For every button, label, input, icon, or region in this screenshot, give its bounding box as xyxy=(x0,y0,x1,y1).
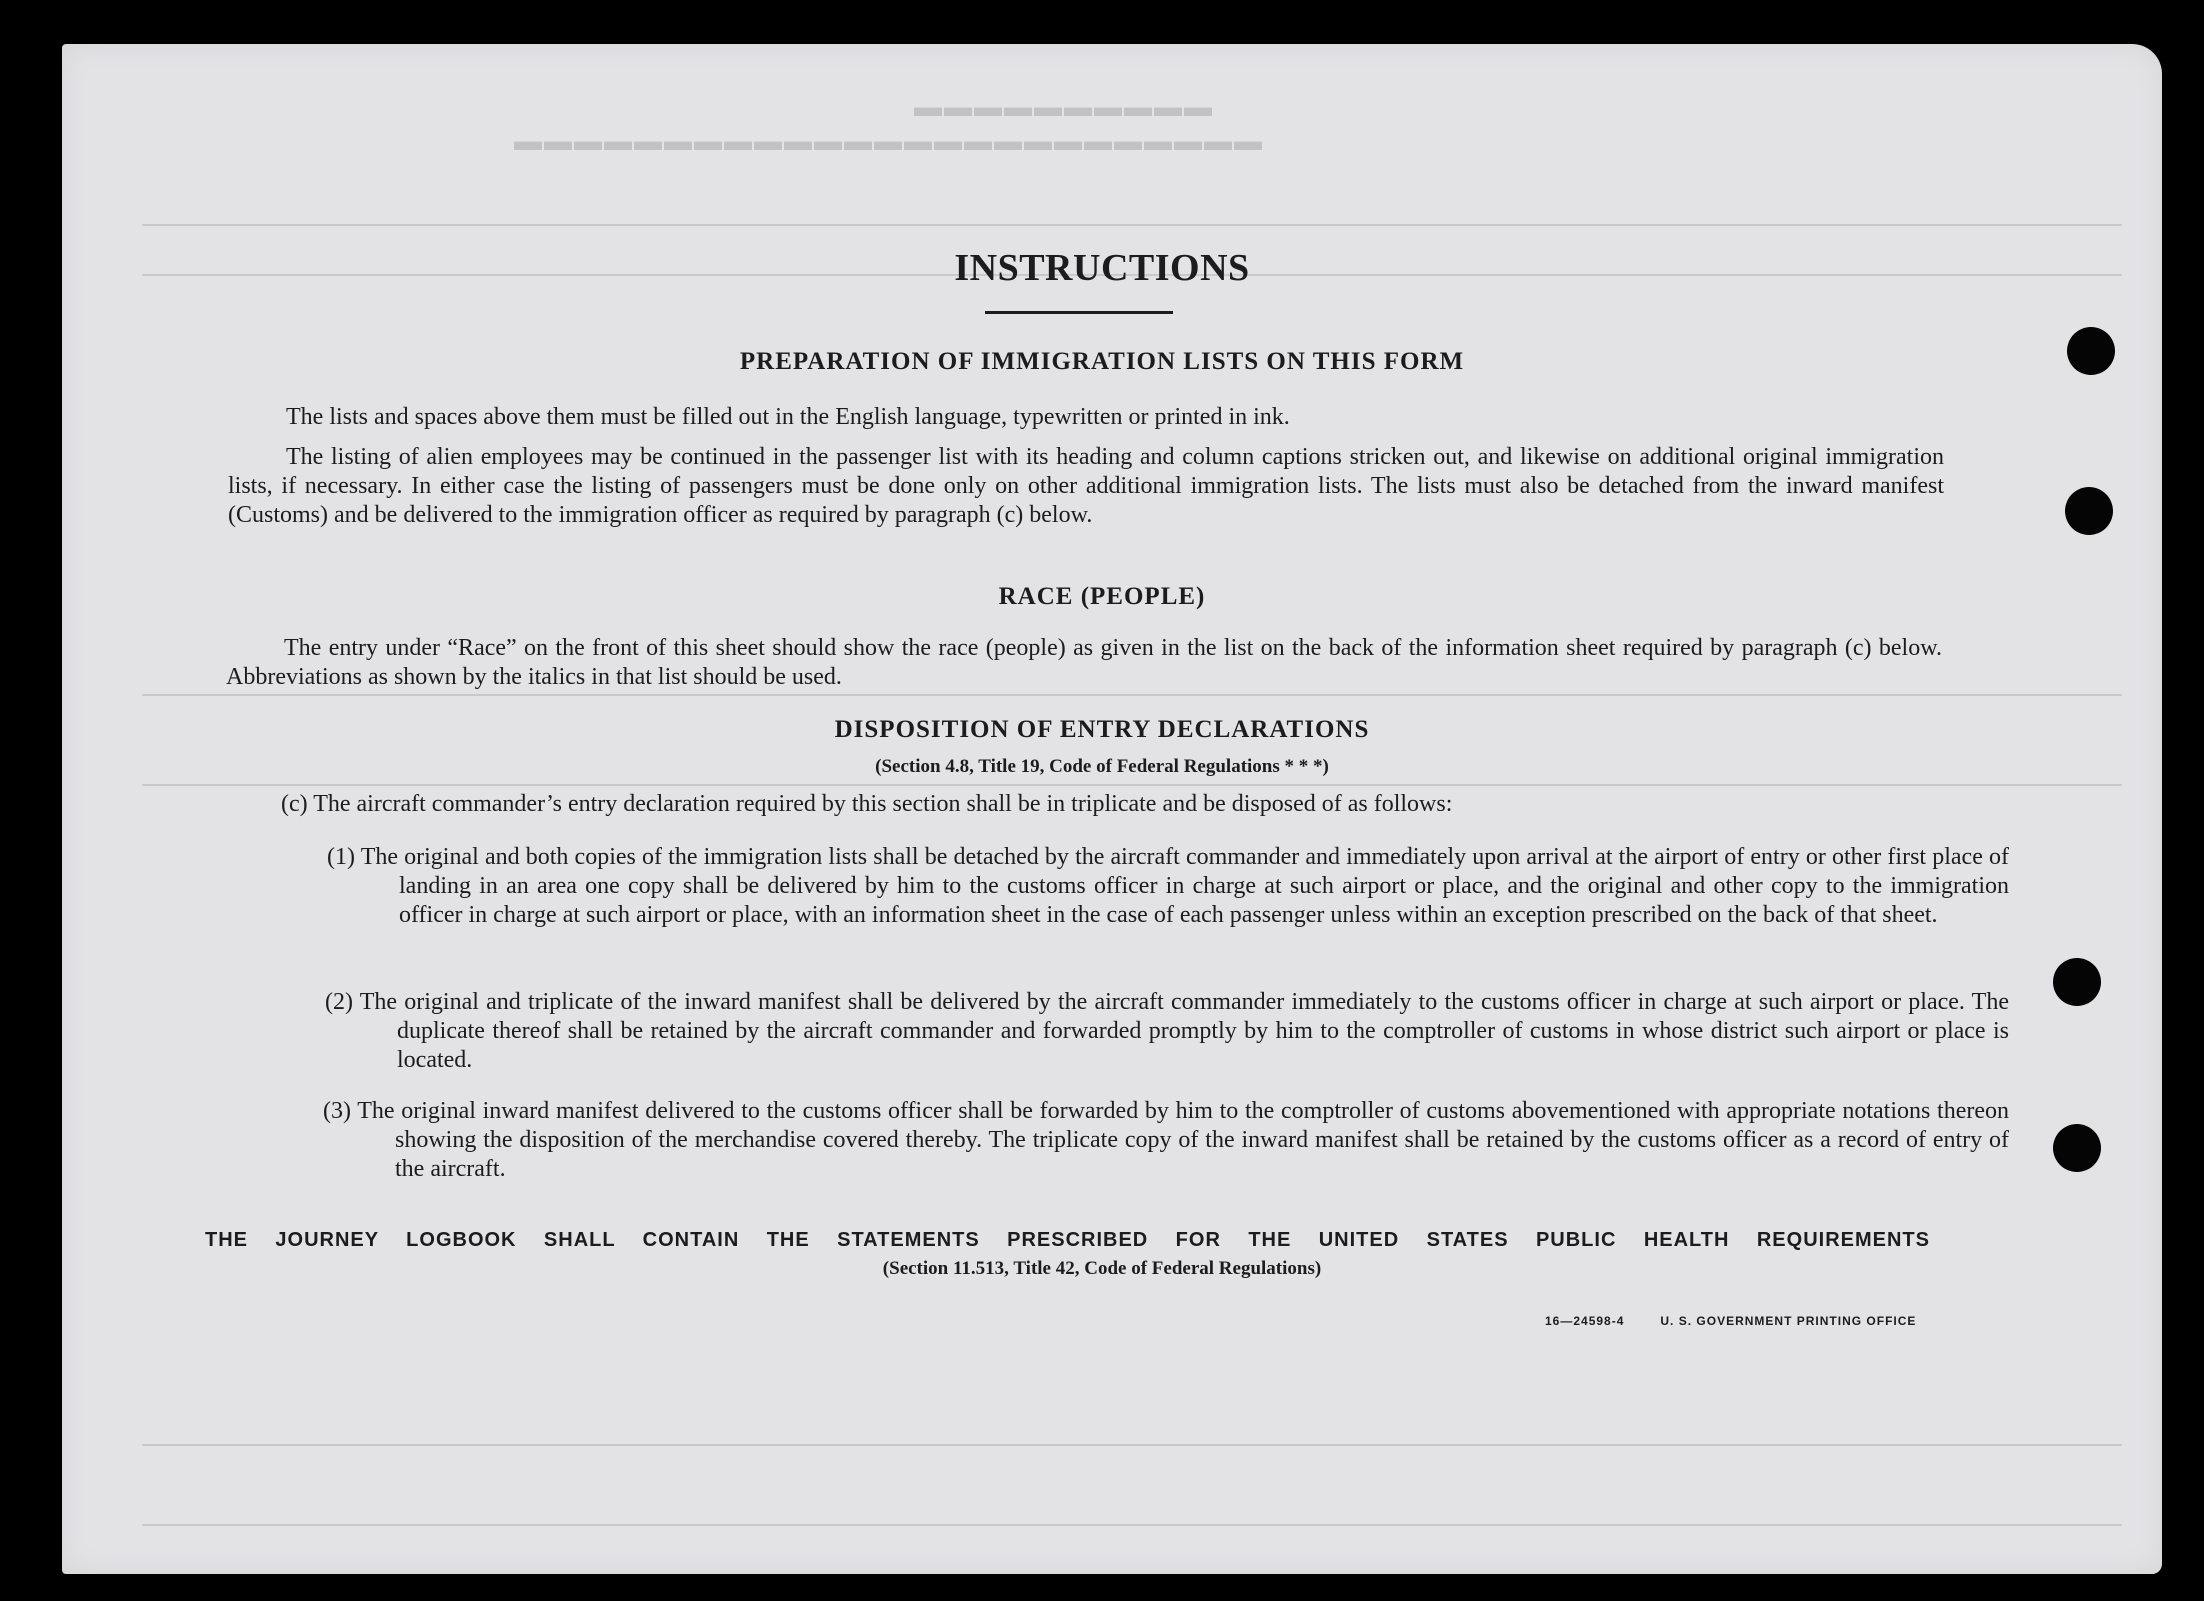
health-statement: THE JOURNEY LOGBOOK SHALL CONTAIN THE STATEMENTS PRESCRIBED FOR THE UNITED STATES PUBLIC HEALTH REQUIREMENTS xyxy=(205,1229,1930,1251)
disposition-intro: (c) The aircraft commander’s entry declaration required by this section shall be in triplicate and be disposed of as follows: xyxy=(281,791,1453,817)
punch-hole-4 xyxy=(2053,1124,2101,1172)
disposition-item-3: (3) The original inward manifest delivered to the customs officer shall be forwarded by him to the comptroller of customs abovementioned with appropriate notations thereon showing the disposition of the merchandise covered thereby. The triplicate copy of the inward manifest shall be retained by the customs officer as a record of entry of the aircraft. xyxy=(323,1098,2009,1182)
punch-hole-2 xyxy=(2065,487,2113,535)
race-paragraph: The entry under “Race” on the front of this sheet should show the race (people) as given in the list on the back of the information sheet required by paragraph (c) below. Abbreviations as shown by the italics in that list should be used. xyxy=(226,635,1942,690)
punch-hole-3 xyxy=(2053,958,2101,1006)
title-underline xyxy=(985,311,1173,314)
bleed-through-text: ▬▬▬▬▬▬▬▬▬▬ ▬▬▬▬▬▬▬▬▬▬▬▬▬▬▬▬▬▬▬▬▬▬▬▬▬ xyxy=(62,44,2162,1574)
printer-imprint xyxy=(1545,1314,1952,1328)
disposition-item-1: (1) The original and both copies of the immigration lists shall be detached by the aircraft commander and immediately upon arrival at the airport of entry or other first place of landing in an area one copy shall be delivered by him to the customs officer in charge at such airport or place, and the original and other copy to the immigration officer in charge at such airport or place, with an information sheet in the case of each passenger unless within an exception prescribed on the back of that sheet. xyxy=(327,844,2009,928)
disposition-item-2: (2) The original and triplicate of the inward manifest shall be delivered by the aircraft commander immediately to the customs officer in charge at such airport or place. The duplicate thereof shall be retained by the aircraft commander and forwarded promptly by him to the comptroller of customs in whose district such airport or place is located. xyxy=(325,989,2009,1073)
document-title: INSTRUCTIONS xyxy=(954,247,1250,289)
preparation-paragraph-2: The listing of alien employees may be continued in the passenger list with its heading and column captions stricken out, and likewise on additional original immigration lists, if necessary. In either case the listing of passengers must be done only on other additional immigration lists. The lists must also be detached from the inward manifest (Customs) and be delivered to the immigration officer as required by paragraph (c) below. xyxy=(228,444,1944,528)
preparation-heading: PREPARATION OF IMMIGRATION LISTS ON THIS FORM xyxy=(739,348,1465,375)
disposition-heading: DISPOSITION OF ENTRY DECLARATIONS xyxy=(834,716,1370,743)
race-heading: RACE (PEOPLE) xyxy=(998,583,1206,610)
disposition-citation: (Section 4.8, Title 19, Code of Federal Regulations * * *) xyxy=(875,756,1329,777)
form-number: 16—24598-4 xyxy=(1545,1314,1625,1328)
health-citation: (Section 11.513, Title 42, Code of Federal Regulations) xyxy=(882,1258,1322,1279)
printing-office: U. S. GOVERNMENT PRINTING OFFICE xyxy=(1660,1314,1917,1328)
preparation-paragraph-1: The lists and spaces above them must be filled out in the English language, typewritten or printed in ink. xyxy=(286,404,1290,430)
